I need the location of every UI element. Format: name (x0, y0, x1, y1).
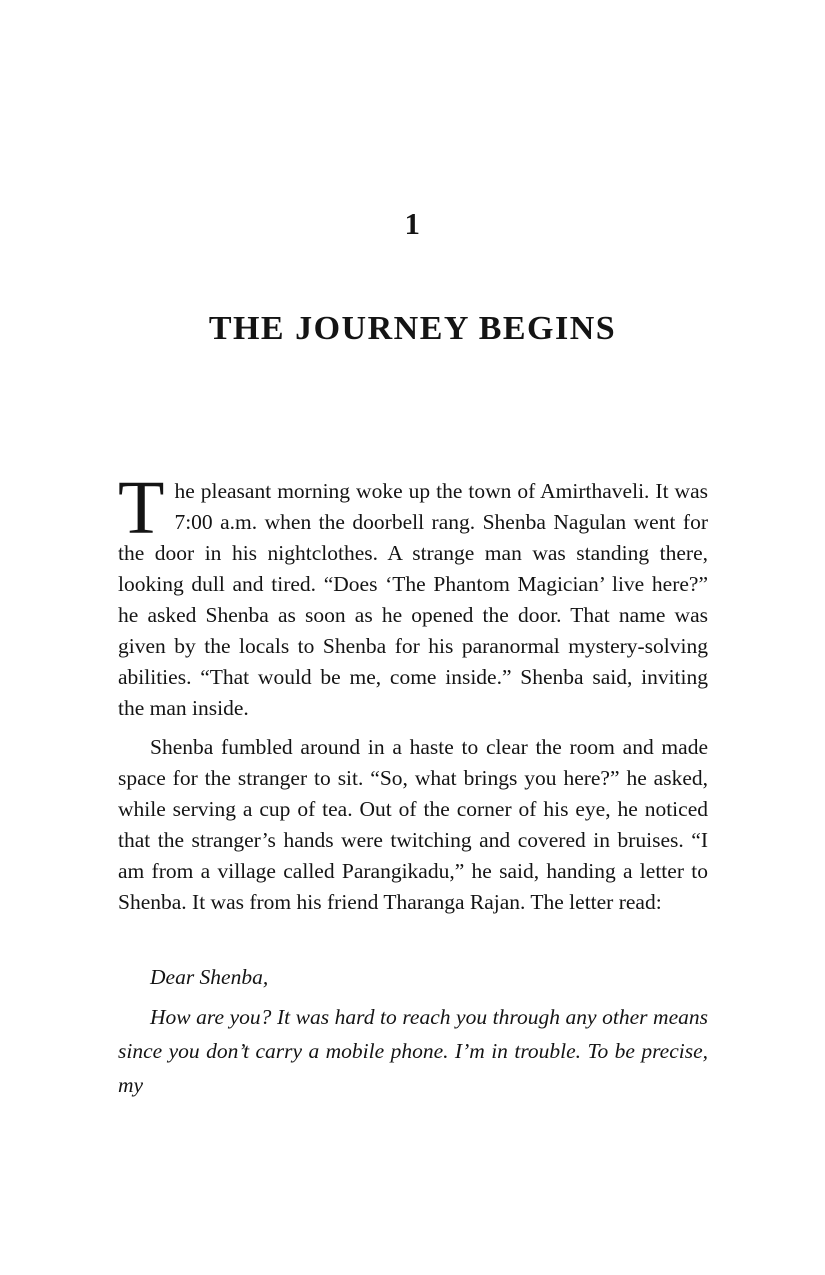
letter-block (118, 960, 708, 1102)
letter-body: How are you? It was hard to reach you through any other means since you don’t carry a mobile phone. I’m in trouble. To be precise, my (118, 1005, 708, 1097)
chapter-title: THE JOURNEY BEGINS (208, 310, 617, 347)
body-text (118, 466, 708, 1102)
paragraph-second: Shenba fumbled around in a haste to clear the room and made space for the stranger to sit. “So, what brings you here?” he asked, while serving a cup of tea. Out of the corner of his eye, he noticed that the stranger’s hands were twitching and covered in bruises. “I am from a village called Parangikadu,” he said, handing a letter to Shenba. It was from his friend Tharanga Rajan. The letter read: (118, 735, 708, 914)
drop-cap: T (118, 466, 165, 550)
letter-salutation: Dear Shenba, (150, 965, 269, 989)
chapter-number: 1 (404, 206, 421, 241)
paragraph-first (118, 466, 708, 724)
paragraph-first-text: he pleasant morning woke up the town of Amirthaveli. It was 7:00 a.m. when the doorbell rang. Shenba Nagulan went for the door in his nightclothes. A strange man was standing there, looking dull and tired. “Does ‘The Phantom Magician’ live here?” he asked Shenba as soon as he opened the door. That name was given by the locals to Shenba for his paranormal mystery-solving abilities. “That would be me, come inside.” Shenba said, inviting the man inside. (118, 479, 708, 720)
